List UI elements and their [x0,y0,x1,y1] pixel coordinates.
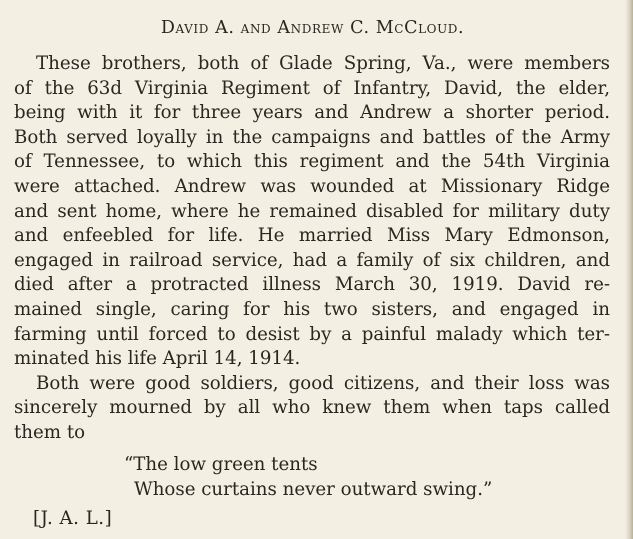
paragraph-2-line-1: Both were good soldiers, good citizens, and their loss was [36,372,610,394]
paragraph-2-line-2: sincerely mourned by all who knew them when taps called [14,397,610,419]
paragraph-1-line-12: farming until forced to desist by a painful malady which ter- [14,323,610,345]
article-heading: David A. and Andrew C. McCloud. [160,18,465,38]
paragraph-1-line-7: and sent home, where he remained disabled for military duty [14,200,610,222]
verse-line-2: Whose curtains never outward swing.” [134,479,493,500]
paragraph-2-line-3: them to [14,421,86,443]
paragraph-1-line-3: being with it for three years and Andrew a shorter period. [14,102,610,124]
paragraph-1-line-13: minated his life April 14, 1914. [14,348,301,370]
verse-quotation [124,452,492,502]
paragraph-1-line-11: mained single, caring for his two sisters, and engaged in [14,298,610,320]
paragraph-1-line-10: died after a protracted illness March 30, 1919. David re- [14,274,610,296]
verse-line-1: “The low green tents [124,454,318,475]
paragraph-1-line-6: were attached. Andrew was wounded at Missionary Ridge [14,175,610,197]
paragraph-1-line-2: of the 63d Virginia Regiment of Infantry, David, the elder, [14,77,610,99]
author-initials: [J. A. L.] [33,508,113,529]
article-body [14,52,610,446]
paragraph-1-line-9: engaged in railroad service, had a family of six children, and [14,249,610,271]
paragraph-1-line-4: Both served loyally in the campaigns and battles of the Army [14,126,610,148]
paragraph-1-line-1: These brothers, both of Glade Spring, Va., were members [36,53,610,74]
paragraph-1-line-5: of Tennessee, to which this regiment and the 54th Virginia [14,151,610,173]
paragraph-1-line-8: and enfeebled for life. He married Miss Mary Edmonson, [14,225,610,247]
page-edge-shadow [625,0,633,539]
